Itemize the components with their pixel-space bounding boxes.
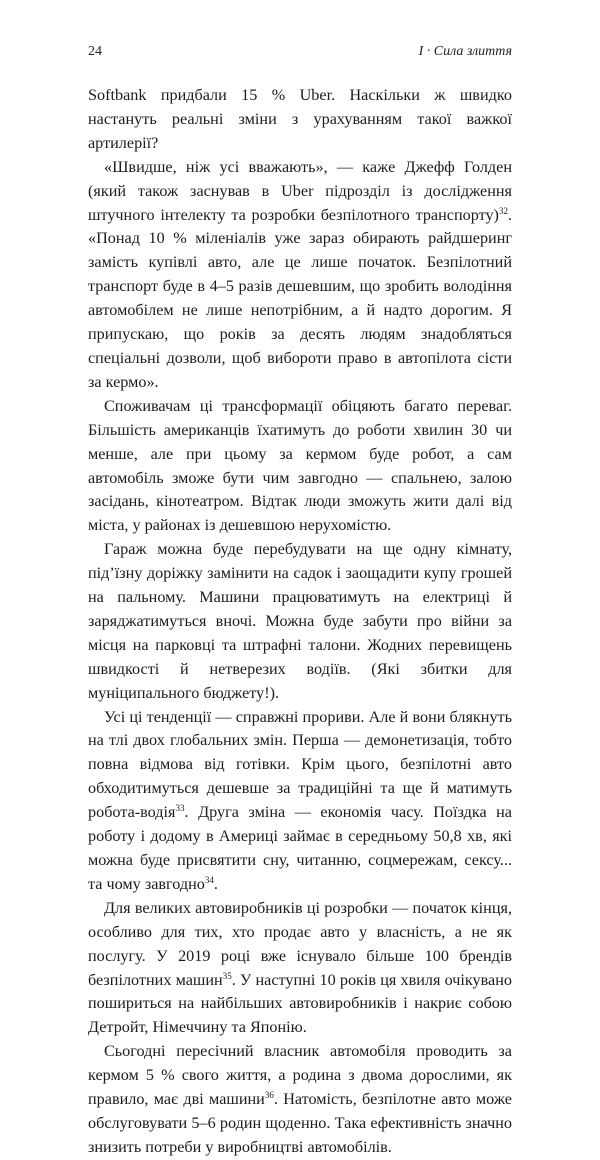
footnote-ref[interactable]: 32 (498, 205, 508, 216)
footnote-ref[interactable]: 33 (175, 803, 185, 814)
footnote-ref[interactable]: 34 (204, 874, 214, 885)
paragraph: Softbank придбали 15 % Uber. Наскільки ж швидко настануть реальні зміни з урахуванням такої важкої артилерії? (88, 86, 512, 152)
paragraph: Сьогодні пересічний власник автомобіля проводить за кермом 5 % свого життя, а родина з двома дорослими, як правило, має дві машини$^{36}$. Натомість, безпілотне авто може обслуговувати 5–6 родин щоденно. Така ефективність значно знизить потреби у виробництві автомобілів. (88, 1042, 512, 1156)
paragraph: Усі ці тенденції — справжні прориви. Але й вони блякнуть на тлі двох глобальних змін. Перша — демонетизація, тобто повна відмова від готівки. Крім цього, безпілотні авто обходитимуться дешевше за традиційні та ще й матимуть робота-водія$^{33}$. Друга зміна — економія часу. Поїздка на роботу і додому в Америці займає в середньому 50,8 хв, які можна буде присвятити сну, читанню, соцмережам, сексу... та чому завгодно$^{34}$. (88, 707, 512, 893)
footnote-ref[interactable]: 35 (222, 970, 232, 981)
paragraph: «Швидше, ніж усі вважають», — каже Джефф Голден (який також заснував в Uber підрозділ із дослідження штучного інтелекту та розробки безпілотного транспорту)$^{32}$. «Понад 10 % міленіалів уже зараз обирають райдшеринг замість купівлі авто, але це лише початок. Безпілотний транспорт буде в 4–5 разів дешевшим, що зробить володіння автомобілем не лише непотрібним, а й надто дорогим. Я припускаю, що років за десять людям знадобляться спеціальні дозволи, щоб вибороти право в автопілота сісти за кермо». (88, 157, 512, 391)
page-header (88, 44, 512, 60)
paragraph: Гараж можна буде перебудувати на ще одну кімнату, під’їзну доріжку замінити на садок і заощадити купу грошей на пальному. Машини працюватимуть на електриці й заряджатимуться вночі. Можна буде забути про війни за місця на парковці та штрафні талони. Жодних перевищень швидкості й нетверезих водіїв. (Які збитки для муніципального бюджету!). (88, 540, 512, 702)
body-text (88, 84, 512, 1160)
page-number: 24 (88, 44, 102, 59)
running-title: І · Сила злиття (418, 44, 512, 59)
paragraph: Споживачам ці трансформації обіцяють багато переваг. Більшість американців їхатимуть до роботи хвилин 30 чи менше, але при цьому за кермом буде робот, а сам автомобіль зможе бути чим завгодно — спальнею, залою засідань, кінотеатром. Відтак люди зможуть жити далі від міста, у районах із дешевшою нерухомістю. (88, 396, 512, 535)
footnote-ref[interactable]: 36 (264, 1090, 274, 1101)
paragraph: Для великих автовиробників ці розробки — початок кінця, особливо для тих, хто продає авто у власність, а не як послугу. У 2019 році вже існувало більше 100 брендів безпілотних машин$^{35}$. У наступні 10 років ця хвиля очікувано пошириться на найбільших автовиробників і накриє собою Детройт, Німеччину та Японію. (88, 898, 512, 1037)
